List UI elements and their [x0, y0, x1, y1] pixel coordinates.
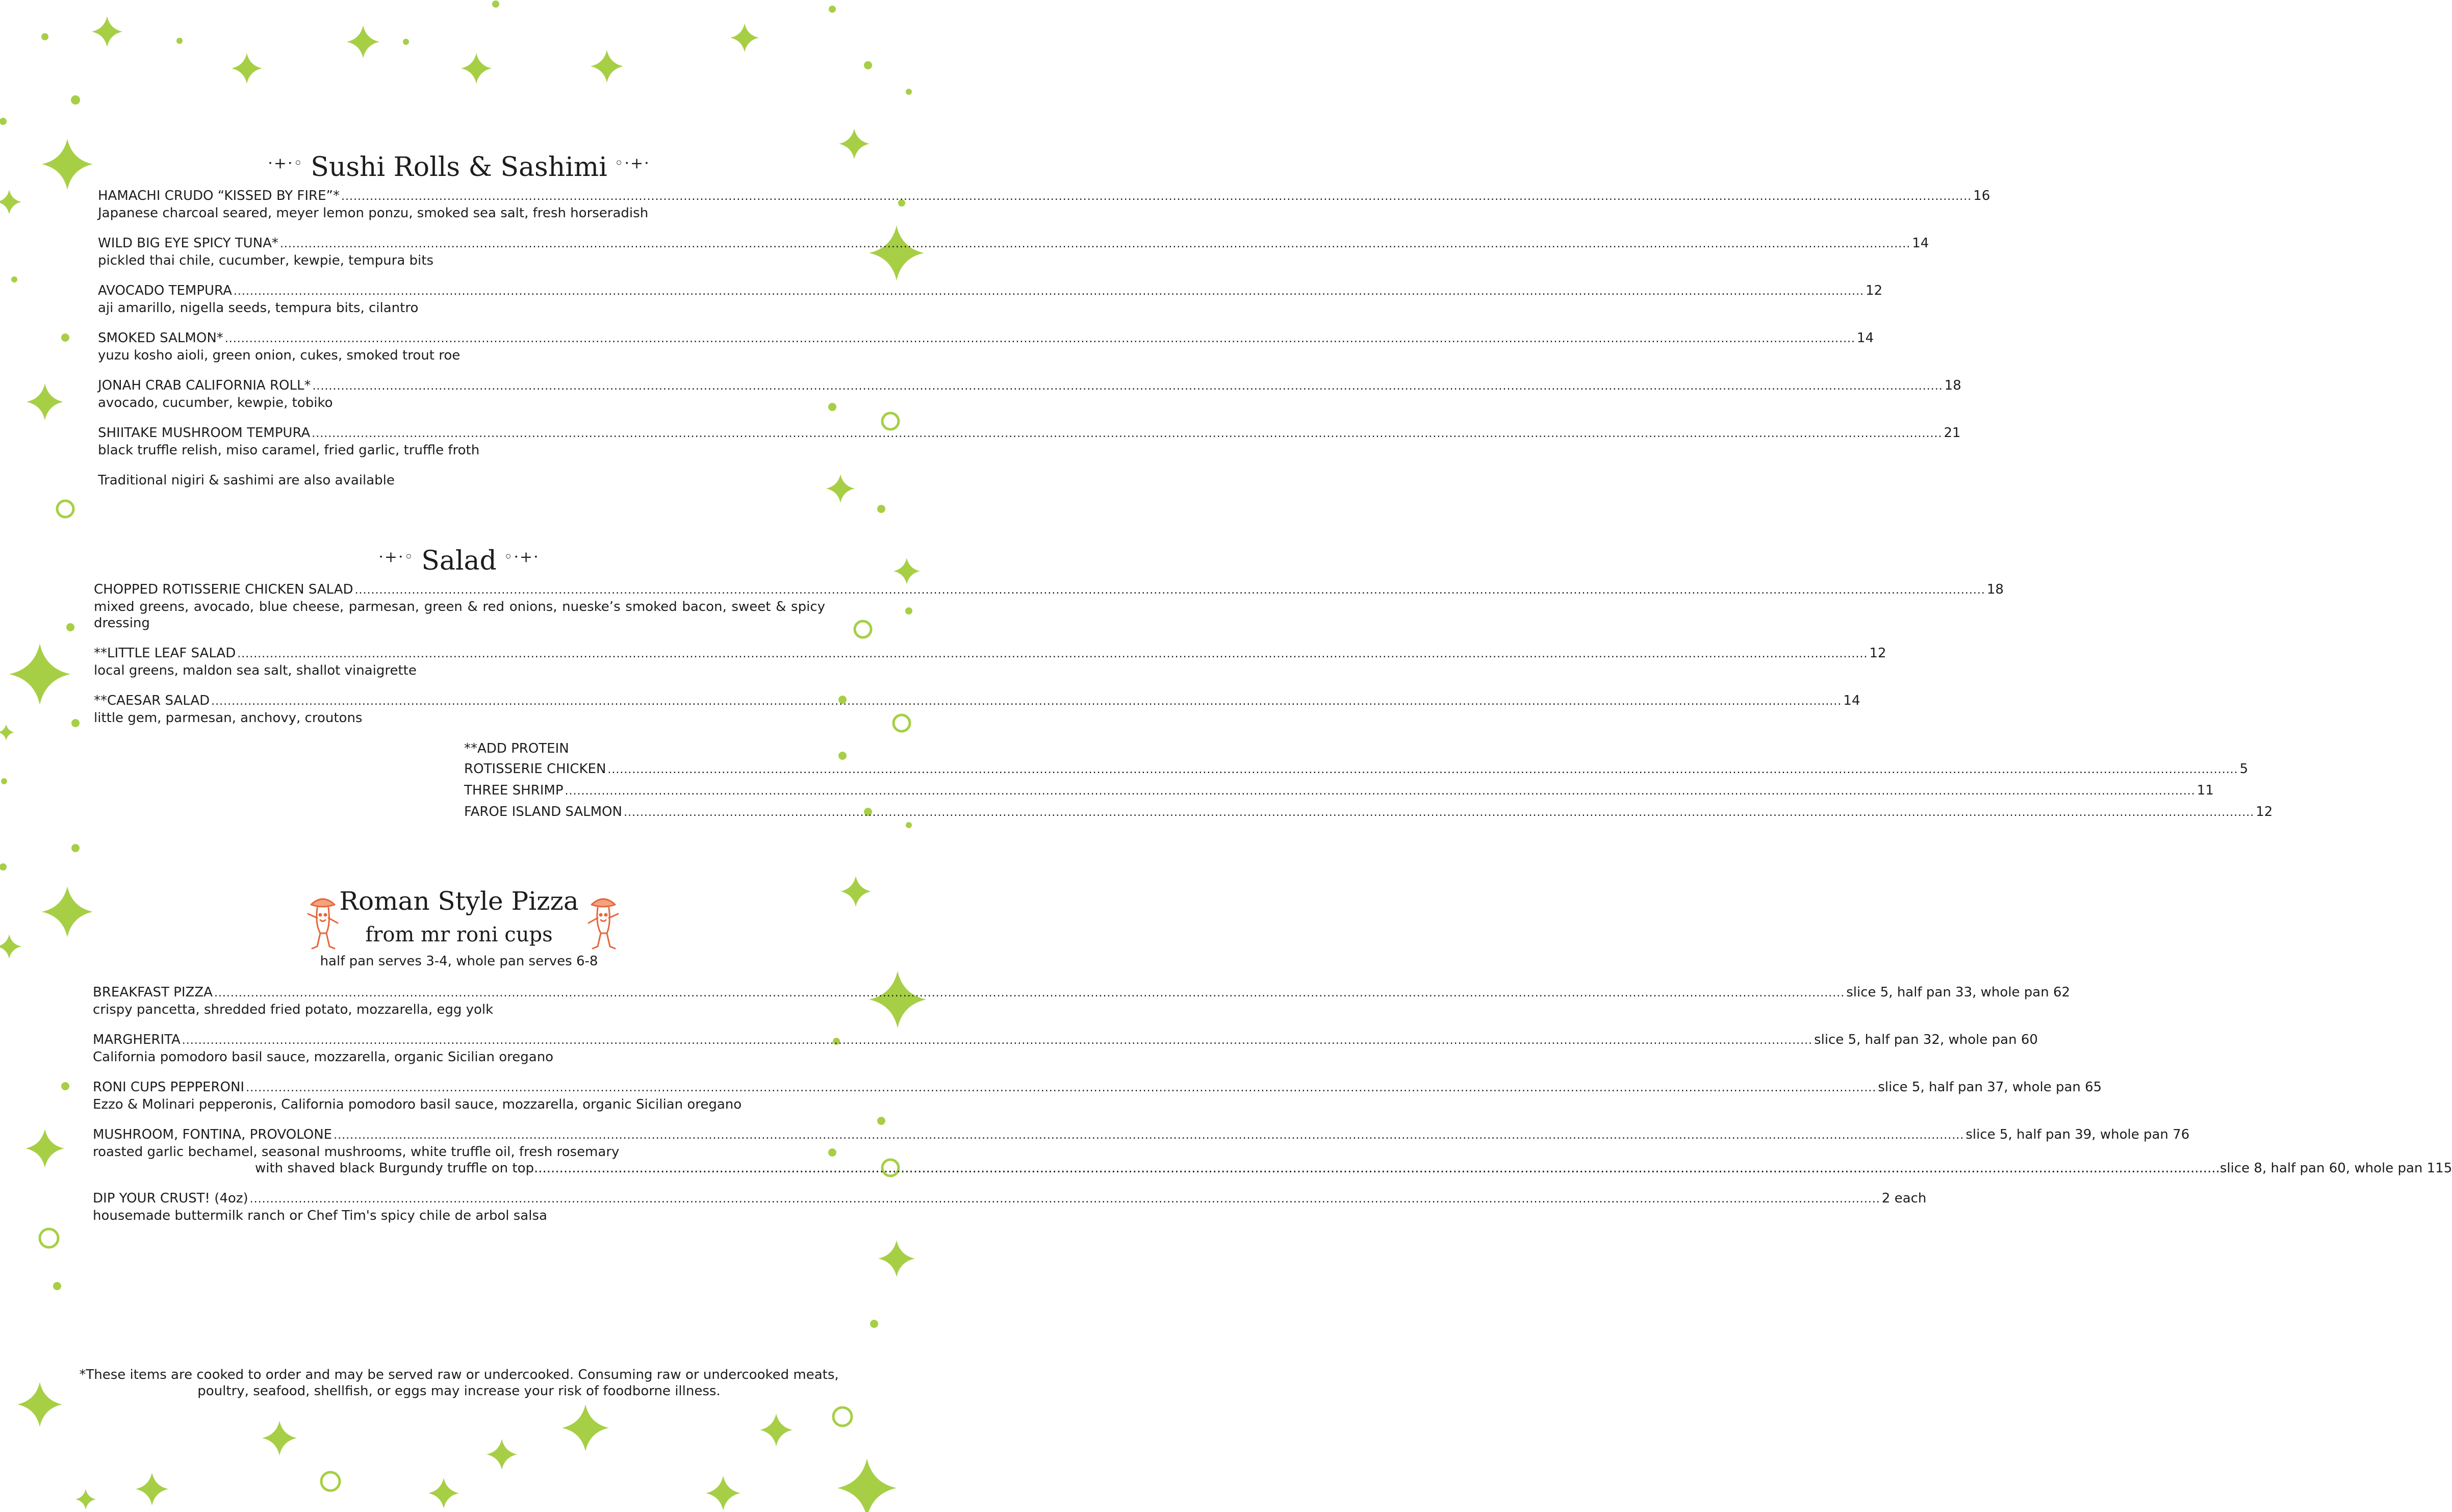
- truffle-upgrade: [93, 1160, 2452, 1176]
- menu-item: [98, 330, 1874, 364]
- item-price: 18: [1944, 378, 1961, 393]
- menu-item: [94, 645, 1886, 679]
- menu-item: [93, 984, 2071, 1018]
- item-name: SHIITAKE MUSHROOM TEMPURA: [98, 425, 311, 441]
- dot-leader: ................................................................................................................................................................................................................................................................................................................................................................................................................: [607, 763, 2238, 776]
- item-price: 14: [1857, 330, 1874, 346]
- item-name: **CAESAR SALAD: [94, 693, 210, 708]
- dot-leader: ................................................................................................................................................................................................................................................................................................................................................................................................................: [224, 332, 1856, 345]
- title-ornament-right: ◦·+·: [503, 548, 540, 566]
- protein-option: [464, 780, 2214, 802]
- upgrade-price: slice 8, half pan 60, whole pan 115: [2219, 1161, 2452, 1176]
- item-description: pickled thai chile, cucumber, kewpie, tempura bits: [98, 253, 433, 268]
- protein-price: 12: [2256, 804, 2273, 819]
- item-name: JONAH CRAB CALIFORNIA ROLL*: [98, 378, 311, 393]
- menu-item: [94, 581, 2004, 631]
- item-name: MUSHROOM, FONTINA, PROVOLONE: [93, 1127, 333, 1142]
- protein-name: ROTISSERIE CHICKEN: [464, 761, 606, 777]
- item-description: yuzu kosho aioli, green onion, cukes, smoked trout roe: [98, 348, 461, 363]
- dot-leader: ................................................................................................................................................................................................................................................................................................................................................................................................................: [354, 584, 1985, 597]
- item-description: mixed greens, avocado, blue cheese, parmesan, green & red onions, nueske’s smoked bacon, sweet & spicy dressing: [94, 599, 825, 631]
- item-price: slice 5, half pan 32, whole pan 60: [1814, 1032, 2038, 1047]
- item-description: Japanese charcoal seared, meyer lemon ponzu, smoked sea salt, fresh horseradish: [98, 206, 649, 221]
- upgrade-name: with shaved black Burgundy truffle on top: [255, 1161, 534, 1176]
- item-name: RONI CUPS PEPPERONI: [93, 1080, 245, 1095]
- item-description: aji amarillo, nigella seeds, tempura bits, cilantro: [98, 300, 419, 316]
- menu-item: [98, 283, 1883, 316]
- protein-price: 11: [2196, 783, 2214, 798]
- menu-item: [93, 1079, 2102, 1113]
- menu-item: [98, 425, 1961, 458]
- pizza-item-list: [93, 984, 2452, 1238]
- dot-leader: ................................................................................................................................................................................................................................................................................................................................................................................................................: [312, 427, 1943, 440]
- dot-leader: ................................................................................................................................................................................................................................................................................................................................................................................................................: [312, 380, 1943, 393]
- protein-option: [464, 802, 2273, 823]
- menu-item: [94, 693, 1860, 726]
- item-price: 12: [1869, 646, 1886, 661]
- item-description: California pomodoro basil sauce, mozzarella, organic Sicilian oregano: [93, 1049, 554, 1065]
- dot-leader: ................................................................................................................................................................................................................................................................................................................................................................................................................: [565, 785, 2195, 798]
- item-price: slice 5, half pan 37, whole pan 65: [1878, 1080, 2102, 1095]
- protein-name: FAROE ISLAND SALMON: [464, 804, 622, 819]
- pizza-subheading: from mr roni cups: [365, 923, 553, 946]
- dot-leader: ................................................................................................................................................................................................................................................................................................................................................................................................................: [623, 806, 2255, 819]
- item-name: HAMACHI CRUDO “KISSED BY FIRE”*: [98, 188, 340, 203]
- menu-item: [93, 1032, 2038, 1065]
- dot-leader: ................................................................................................................................................................................................................................................................................................................................................................................................................: [246, 1082, 1877, 1094]
- sushi-heading: Sushi Rolls & Sashimi: [311, 152, 607, 183]
- item-description: crispy pancetta, shredded fried potato, mozzarella, egg yolk: [93, 1002, 494, 1017]
- menu-item: [98, 188, 1990, 221]
- add-protein-box: [464, 738, 2273, 823]
- pizza-heading: Roman Style Pizza: [339, 886, 579, 916]
- salad-item-list: [94, 581, 2004, 740]
- item-name: CHOPPED ROTISSERIE CHICKEN SALAD: [94, 582, 353, 597]
- dot-leader: ................................................................................................................................................................................................................................................................................................................................................................................................................: [237, 648, 1868, 660]
- salad-section-title: [0, 546, 918, 576]
- dot-leader: ................................................................................................................................................................................................................................................................................................................................................................................................................: [233, 285, 1864, 298]
- title-ornament-left: ·+·◦: [268, 154, 304, 172]
- item-price: 18: [1986, 582, 2004, 597]
- dot-leader: ................................................................................................................................................................................................................................................................................................................................................................................................................: [211, 695, 1842, 708]
- item-name: BREAKFAST PIZZA: [93, 985, 213, 1000]
- sushi-note: Traditional nigiri & sashimi are also available: [98, 473, 395, 488]
- protein-name: THREE SHRIMP: [464, 783, 564, 798]
- sushi-item-list: [98, 188, 1990, 489]
- item-name: SMOKED SALMON*: [98, 330, 223, 346]
- item-name: **LITTLE LEAF SALAD: [94, 646, 236, 661]
- item-description: local greens, maldon sea salt, shallot vinaigrette: [94, 663, 417, 678]
- item-name: MARGHERITA: [93, 1032, 181, 1047]
- add-protein-label: **ADD PROTEIN: [464, 741, 569, 756]
- menu-item: [98, 377, 1961, 411]
- menu-item: [93, 1190, 1927, 1224]
- protein-option: [464, 759, 2249, 780]
- raw-food-disclaimer: *These items are cooked to order and may be served raw or undercooked. Consuming raw or undercooked meats, poultry, seafood, shellfish, or eggs may increase your risk of foodborne illness.: [79, 1367, 839, 1399]
- sushi-section-title: [0, 152, 918, 183]
- item-name: WILD BIG EYE SPICY TUNA*: [98, 236, 278, 251]
- item-description: Ezzo & Molinari pepperonis, California pomodoro basil sauce, mozzarella, organic Sicilian oregano: [93, 1097, 742, 1112]
- dot-leader: ................................................................................................................................................................................................................................................................................................................................................................................................................: [334, 1129, 1964, 1142]
- menu-item: [93, 1126, 2452, 1176]
- item-description: roasted garlic bechamel, seasonal mushrooms, white truffle oil, fresh rosemary: [93, 1144, 620, 1160]
- dot-leader: ................................................................................................................................................................................................................................................................................................................................................................................................................: [341, 190, 1972, 203]
- item-price: 16: [1973, 188, 1990, 203]
- pizza-serving-note: half pan serves 3-4, whole pan serves 6-8: [320, 954, 598, 969]
- dot-leader: ................................................................................................................................................................................................................................................................................................................................................................................................................: [214, 987, 1845, 1000]
- salad-heading: Salad: [421, 546, 497, 576]
- item-price: 2 each: [1881, 1191, 1927, 1206]
- item-price: 12: [1866, 283, 1883, 298]
- item-price: slice 5, half pan 33, whole pan 62: [1846, 985, 2071, 1000]
- title-ornament-left: ·+·◦: [378, 548, 415, 566]
- item-description: black truffle relish, miso caramel, fried garlic, truffle froth: [98, 443, 480, 458]
- dot-leader: ................................................................................................................................................................................................................................................................................................................................................................................................................: [182, 1034, 1813, 1047]
- dot-leader: ................................................................................................................................................................................................................................................................................................................................................................................................................: [249, 1193, 1880, 1206]
- item-price: 14: [1843, 693, 1860, 708]
- item-description: little gem, parmesan, anchovy, croutons: [94, 710, 363, 726]
- dot-leader: ................................................................................................................................................................................................................................................................................................................................................................................................................: [534, 1161, 2220, 1176]
- menu-item: [98, 235, 1929, 269]
- item-description: avocado, cucumber, kewpie, tobiko: [98, 395, 333, 411]
- protein-price: 5: [2239, 761, 2249, 777]
- item-name: DIP YOUR CRUST! (4oz): [93, 1191, 248, 1206]
- item-description: housemade buttermilk ranch or Chef Tim's spicy chile de arbol salsa: [93, 1208, 547, 1223]
- title-ornament-right: ◦·+·: [614, 154, 650, 172]
- dot-leader: ................................................................................................................................................................................................................................................................................................................................................................................................................: [279, 238, 1911, 250]
- item-price: 21: [1944, 425, 1961, 441]
- item-price: slice 5, half pan 39, whole pan 76: [1965, 1127, 2190, 1142]
- item-price: 14: [1912, 236, 1929, 251]
- item-name: AVOCADO TEMPURA: [98, 283, 232, 298]
